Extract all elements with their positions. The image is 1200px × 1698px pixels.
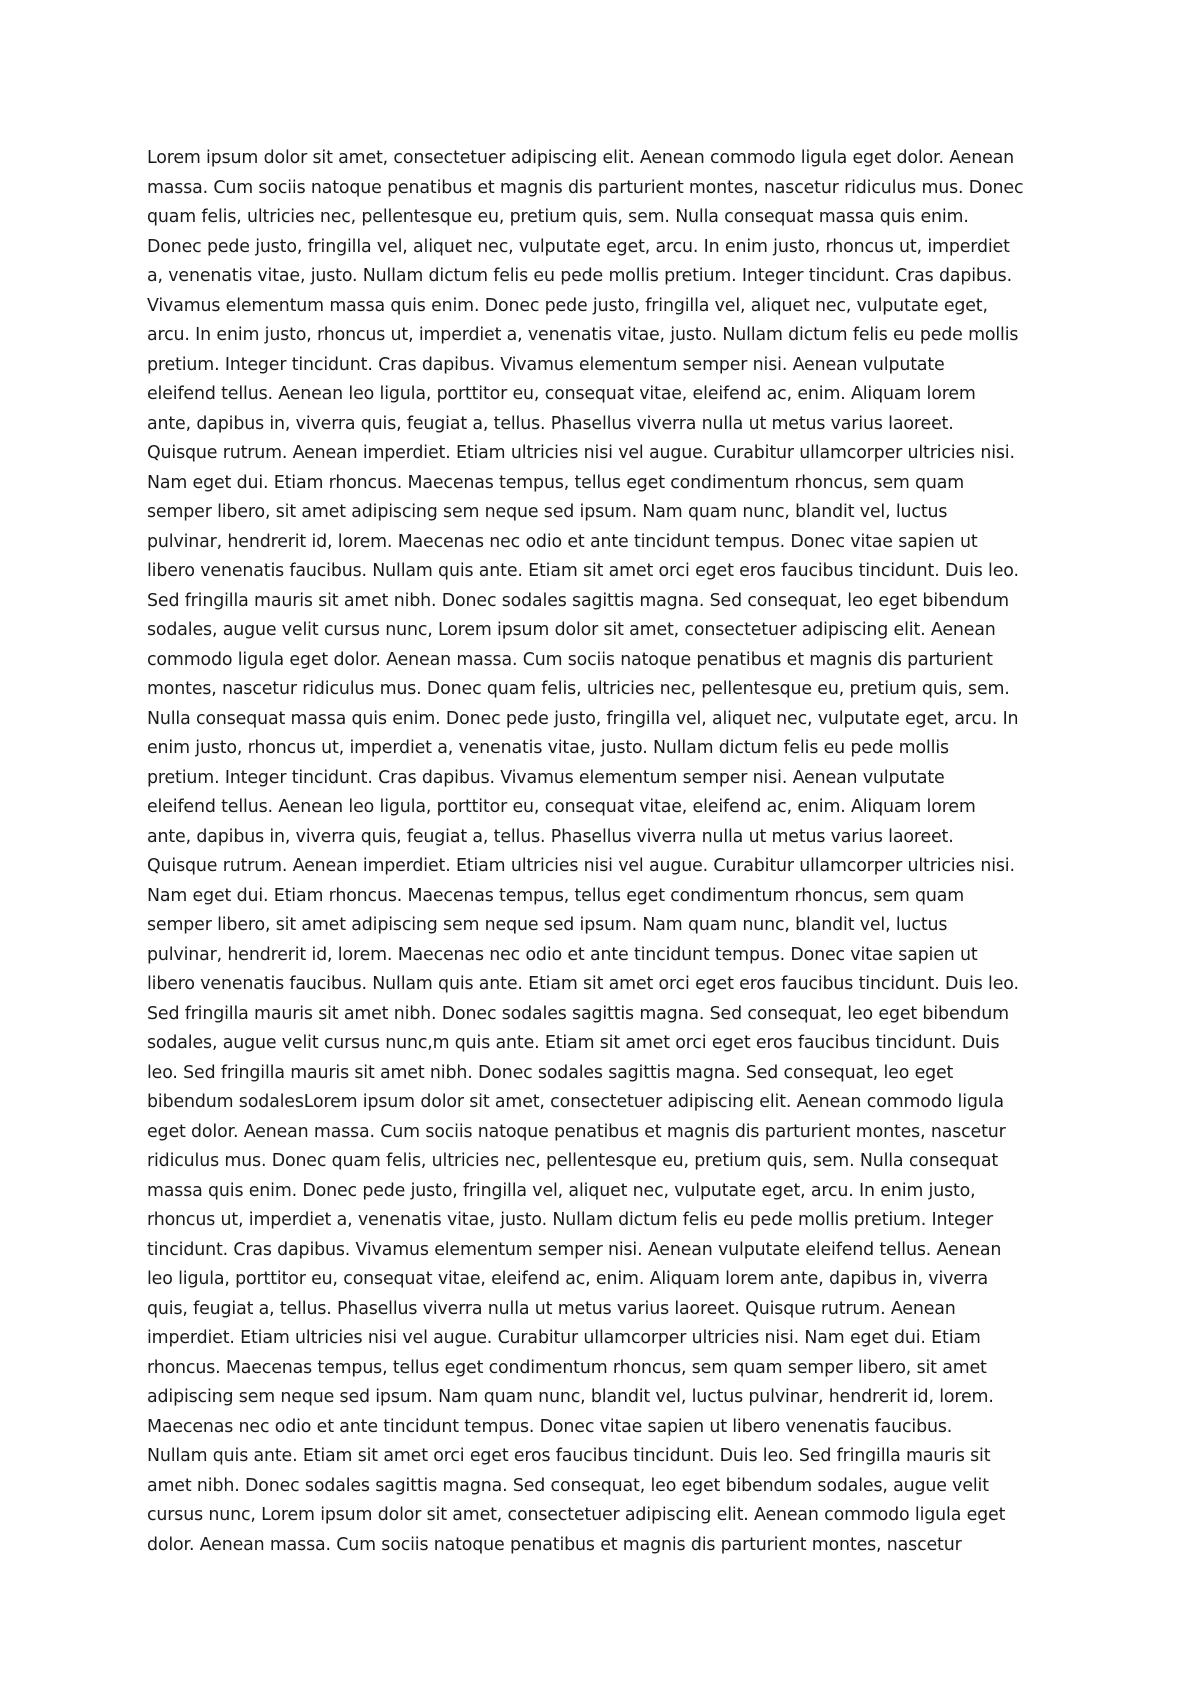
text-line: massa. Cum sociis natoque penatibus et magnis dis parturient montes, nascetur ridiculus mus. Donec <box>147 177 1024 198</box>
text-line: Quisque rutrum. Aenean imperdiet. Etiam ultricies nisi vel augue. Curabitur ullamcorper ultricies nisi. <box>147 443 1015 463</box>
text-line: sodales, augue velit cursus nunc,m quis ante. Etiam sit amet orci eget eros faucibus tincidunt. Duis <box>147 1033 1000 1053</box>
text-line: sodales, augue velit cursus nunc, Lorem ipsum dolor sit amet, consectetuer adipiscing elit. Aenean <box>147 620 996 640</box>
text-line: Sed fringilla mauris sit amet nibh. Donec sodales sagittis magna. Sed consequat, leo eget bibendum <box>147 590 1009 611</box>
text-line: dolor. Aenean massa. Cum sociis natoque penatibus et magnis dis parturient montes, nascetur <box>147 1534 962 1555</box>
text-line: semper libero, sit amet adipiscing sem neque sed ipsum. Nam quam nunc, blandit vel, luctus <box>147 915 948 935</box>
text-line: Vivamus elementum massa quis enim. Donec pede justo, fringilla vel, aliquet nec, vulputate eget, <box>147 295 988 316</box>
text-line: Nam eget dui. Etiam rhoncus. Maecenas tempus, tellus eget condimentum rhoncus, sem quam <box>147 885 965 906</box>
text-line: quam felis, ultricies nec, pellentesque eu, pretium quis, sem. Nulla consequat massa quis enim. <box>147 207 969 227</box>
text-line: enim justo, rhoncus ut, imperdiet a, venenatis vitae, justo. Nullam dictum felis eu pede mollis <box>147 738 949 758</box>
text-line: pretium. Integer tincidunt. Cras dapibus. Vivamus elementum semper nisi. Aenean vulputate <box>147 354 945 375</box>
text-line: eleifend tellus. Aenean leo ligula, porttitor eu, consequat vitae, eleifend ac, enim. Aliquam lorem <box>147 797 976 817</box>
text-line: Lorem ipsum dolor sit amet, consectetuer adipiscing elit. Aenean commodo ligula eget dolor. Aenean <box>147 148 1014 168</box>
text-line: massa quis enim. Donec pede justo, fringilla vel, aliquet nec, vulputate eget, arcu. In enim justo, <box>147 1180 976 1201</box>
text-line: adipiscing sem neque sed ipsum. Nam quam nunc, blandit vel, luctus pulvinar, hendrerit id, lorem. <box>147 1387 994 1407</box>
text-line: libero venenatis faucibus. Nullam quis ante. Etiam sit amet orci eget eros faucibus tincidunt. Duis leo. <box>147 561 1019 581</box>
text-line: quis, feugiat a, tellus. Phasellus viverra nulla ut metus varius laoreet. Quisque rutrum. Aenean <box>147 1298 956 1319</box>
text-line: libero venenatis faucibus. Nullam quis ante. Etiam sit amet orci eget eros faucibus tincidunt. Duis leo. <box>147 974 1019 994</box>
text-line: ante, dapibus in, viverra quis, feugiat a, tellus. Phasellus viverra nulla ut metus varius laoreet. <box>147 413 954 434</box>
text-line: pulvinar, hendrerit id, lorem. Maecenas nec odio et ante tincidunt tempus. Donec vitae sapien ut <box>147 531 978 552</box>
text-line: pretium. Integer tincidunt. Cras dapibus. Vivamus elementum semper nisi. Aenean vulputate <box>147 767 945 788</box>
text-line: Donec pede justo, fringilla vel, aliquet nec, vulputate eget, arcu. In enim justo, rhoncus ut, imperdiet <box>147 236 1010 257</box>
text-line: amet nibh. Donec sodales sagittis magna. Sed consequat, leo eget bibendum sodales, augue velit <box>147 1475 989 1496</box>
text-line: Quisque rutrum. Aenean imperdiet. Etiam ultricies nisi vel augue. Curabitur ullamcorper ultricies nisi. <box>147 856 1015 876</box>
text-line: bibendum sodalesLorem ipsum dolor sit amet, consectetuer adipiscing elit. Aenean commodo ligula <box>147 1092 1004 1112</box>
text-line: rhoncus. Maecenas tempus, tellus eget condimentum rhoncus, sem quam semper libero, sit amet <box>147 1357 987 1378</box>
text-line: montes, nascetur ridiculus mus. Donec quam felis, ultricies nec, pellentesque eu, pretium quis, sem. <box>147 679 1010 699</box>
body-paragraph <box>147 144 1077 1560</box>
text-line: cursus nunc, Lorem ipsum dolor sit amet, consectetuer adipiscing elit. Aenean commodo ligula eget <box>147 1505 1006 1525</box>
text-line: Nam eget dui. Etiam rhoncus. Maecenas tempus, tellus eget condimentum rhoncus, sem quam <box>147 472 965 493</box>
text-line: Sed fringilla mauris sit amet nibh. Donec sodales sagittis magna. Sed consequat, leo eget bibendum <box>147 1003 1009 1024</box>
text-line: a, venenatis vitae, justo. Nullam dictum felis eu pede mollis pretium. Integer tincidunt. Cras dapibus. <box>147 266 1012 286</box>
text-line: ante, dapibus in, viverra quis, feugiat a, tellus. Phasellus viverra nulla ut metus varius laoreet. <box>147 826 954 847</box>
text-line: arcu. In enim justo, rhoncus ut, imperdiet a, venenatis vitae, justo. Nullam dictum felis eu pede mollis <box>147 325 1019 345</box>
text-line: ridiculus mus. Donec quam felis, ultricies nec, pellentesque eu, pretium quis, sem. Nulla consequat <box>147 1151 998 1171</box>
text-line: Nullam quis ante. Etiam sit amet orci eget eros faucibus tincidunt. Duis leo. Sed fringilla mauris sit <box>147 1446 991 1466</box>
text-line: eleifend tellus. Aenean leo ligula, porttitor eu, consequat vitae, eleifend ac, enim. Aliquam lorem <box>147 384 976 404</box>
text-line: leo ligula, porttitor eu, consequat vitae, eleifend ac, enim. Aliquam lorem ante, dapibus in, viverra <box>147 1269 989 1289</box>
text-line: Nulla consequat massa quis enim. Donec pede justo, fringilla vel, aliquet nec, vulputate eget, arcu. In <box>147 708 1019 729</box>
text-line: leo. Sed fringilla mauris sit amet nibh. Donec sodales sagittis magna. Sed consequat, leo eget <box>147 1062 954 1083</box>
text-line: tincidunt. Cras dapibus. Vivamus elementum semper nisi. Aenean vulputate eleifend tellus. Aenean <box>147 1239 1002 1260</box>
text-line: commodo ligula eget dolor. Aenean massa. Cum sociis natoque penatibus et magnis dis parturient <box>147 649 993 670</box>
text-line: Maecenas nec odio et ante tincidunt tempus. Donec vitae sapien ut libero venenatis faucibus. <box>147 1416 953 1437</box>
text-line: eget dolor. Aenean massa. Cum sociis natoque penatibus et magnis dis parturient montes, nascetur <box>147 1121 1006 1142</box>
text-line: rhoncus ut, imperdiet a, venenatis vitae, justo. Nullam dictum felis eu pede mollis pretium. Integer <box>147 1210 993 1230</box>
text-line: pulvinar, hendrerit id, lorem. Maecenas nec odio et ante tincidunt tempus. Donec vitae sapien ut <box>147 944 978 965</box>
text-line: semper libero, sit amet adipiscing sem neque sed ipsum. Nam quam nunc, blandit vel, luctus <box>147 502 948 522</box>
text-line: imperdiet. Etiam ultricies nisi vel augue. Curabitur ullamcorper ultricies nisi. Nam eget dui. Etiam <box>147 1328 981 1348</box>
